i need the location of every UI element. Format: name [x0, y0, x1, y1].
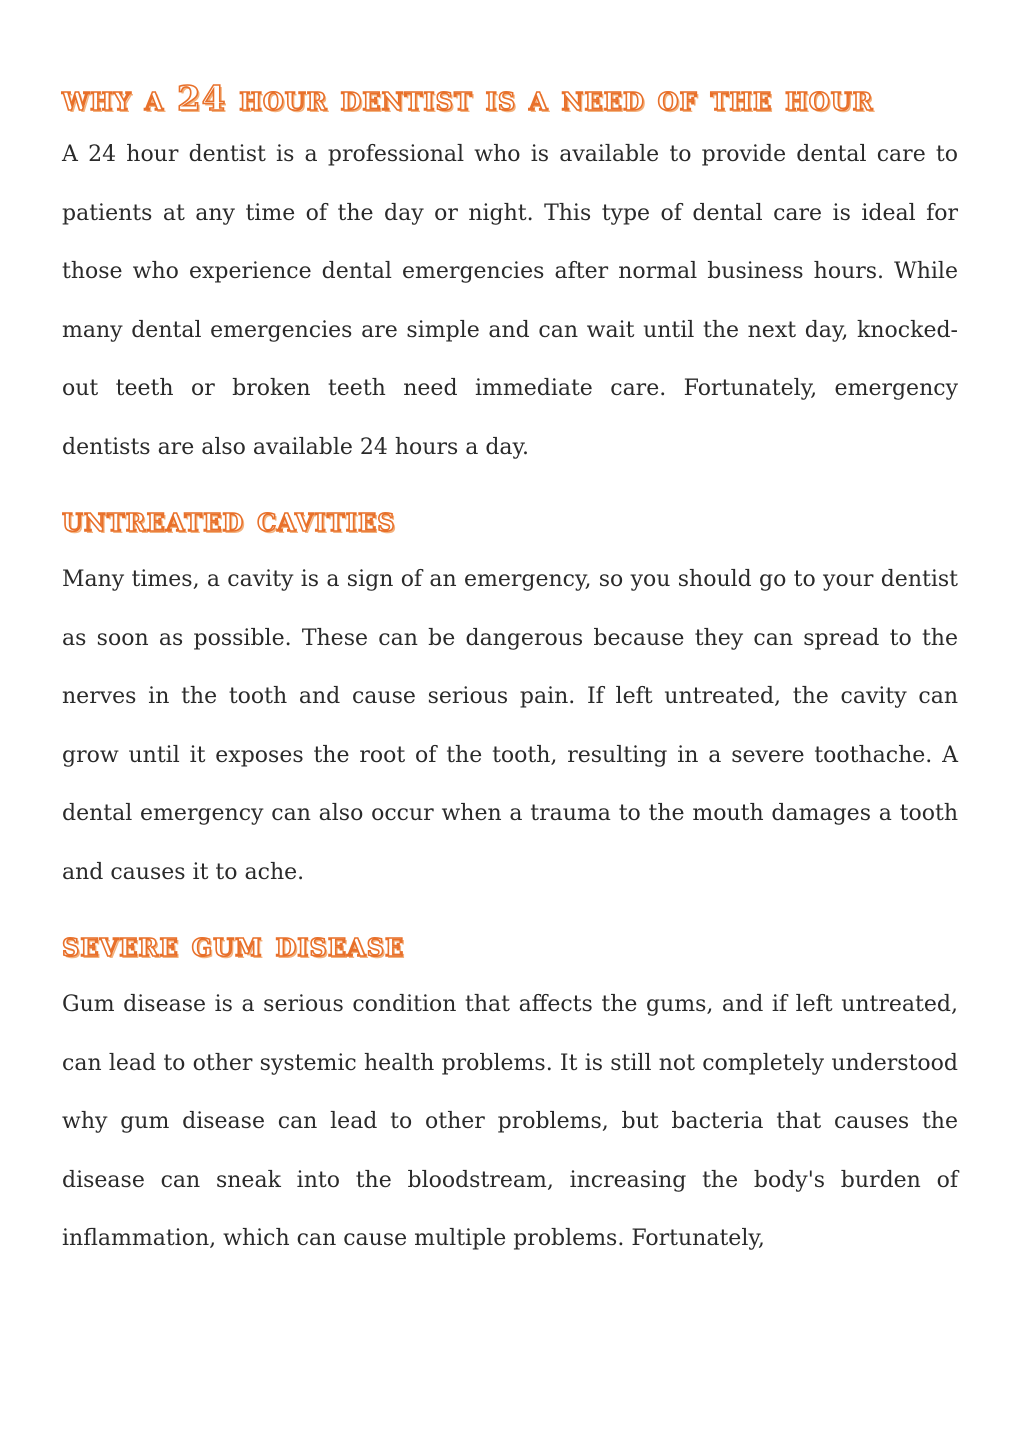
intro-paragraph: A 24 hour dentist is a professional who is available to provide dental care to patients at any time of the day or night. This type of dental care is ideal for those who experience dental emergencies after normal business hours. While many dental emergencies are simple and can wait until the next day, knocked-out teeth or broken teeth need immediate care. Fortunately, emergency dentists are also available 24 hours a day.	[62, 142, 958, 460]
severe-gum-disease-paragraph: Gum disease is a serious condition that affects the gums, and if left untreated, can lead to other systemic health problems. It is still not completely understood why gum disease can lead to other problems, but bacteria that causes the disease can sneak into the bloodstream, increasing the body's burden of inflammation, which can cause multiple problems. Fortunately,	[62, 992, 958, 1251]
section-severe-gum-disease	[62, 916, 958, 1269]
section-untreated-cavities	[62, 491, 958, 902]
section-heading-untreated-cavities: untreated cavities	[62, 500, 396, 540]
document-page	[62, 70, 958, 1269]
section-intro	[62, 70, 958, 477]
page-title: why a 24 hour dentist is a need of the hour	[62, 79, 874, 119]
section-heading-severe-gum-disease: severe gum disease	[62, 925, 405, 965]
untreated-cavities-paragraph: Many times, a cavity is a sign of an emergency, so you should go to your dentist as soon as possible. These can be dangerous because they can spread to the nerves in the tooth and cause serious pain. If left untreated, the cavity can grow until it exposes the root of the tooth, resulting in a severe toothache. A dental emergency can also occur when a trauma to the mouth damages a tooth and causes it to ache.	[62, 567, 958, 885]
